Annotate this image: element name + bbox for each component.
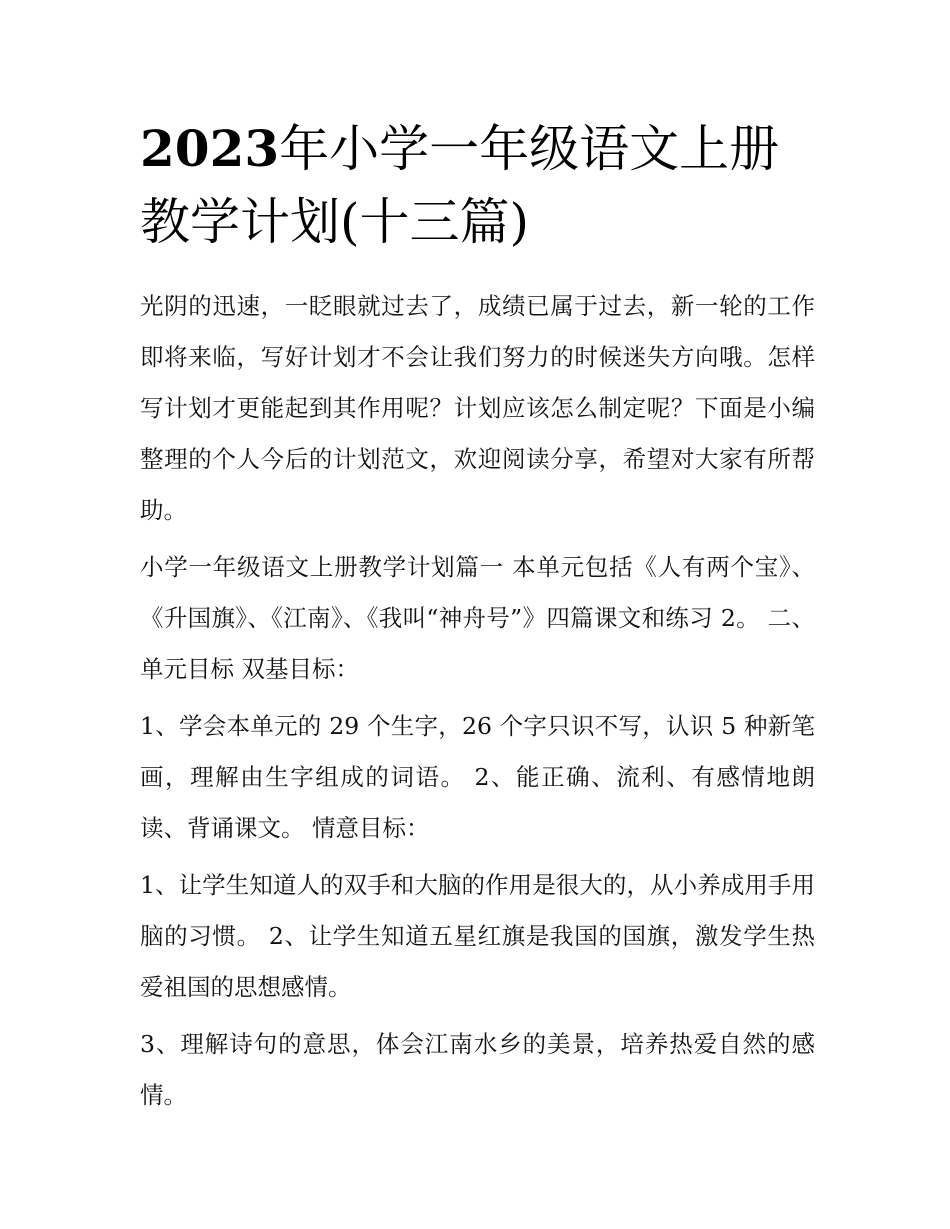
emotional-goals-paragraph: 1、让学生知道人的双手和大脑的作用是很大的，从小养成用手用脑的习惯。 2、让学生知道五星红旗是我国的国旗，激发学生热爱祖国的思想感情。 [140, 871, 815, 1001]
intro-paragraph: 光阴的迅速，一眨眼就过去了，成绩已属于过去，新一轮的工作即将来临，写好计划才不会让我们努力的时候迷失方向哦。怎样写计划才更能起到其作用呢？计划应该怎么制定呢？下面是小编整理的个人今后的计划范文，欢迎阅读分享，希望对大家有所帮助。 [140, 292, 815, 524]
document-title-text: 年小学一年级语文上册教学计划(十三篇) [140, 120, 780, 251]
document-page [140, 112, 815, 1127]
basic-goals-paragraph: 1、学会本单元的 29 个生字，26 个字只识不写，认识 5 种新笔画，理解由生字组成的词语。 2、能正确、流利、有感情地朗读、背诵课文。 情意目标： [140, 712, 815, 842]
document-title [140, 112, 815, 259]
document-body [140, 281, 815, 1121]
document-title-year: 2023 [140, 119, 280, 178]
poem-goal-paragraph: 3、理解诗句的意思，体会江南水乡的美景，培养热爱自然的感情。 [140, 1030, 815, 1109]
unit-overview-paragraph: 小学一年级语文上册教学计划篇一 本单元包括《人有两个宝》、《升国旗》、《江南》、《我叫“神舟号”》四篇课文和练习 2。 二、单元目标 双基目标： [140, 553, 815, 683]
